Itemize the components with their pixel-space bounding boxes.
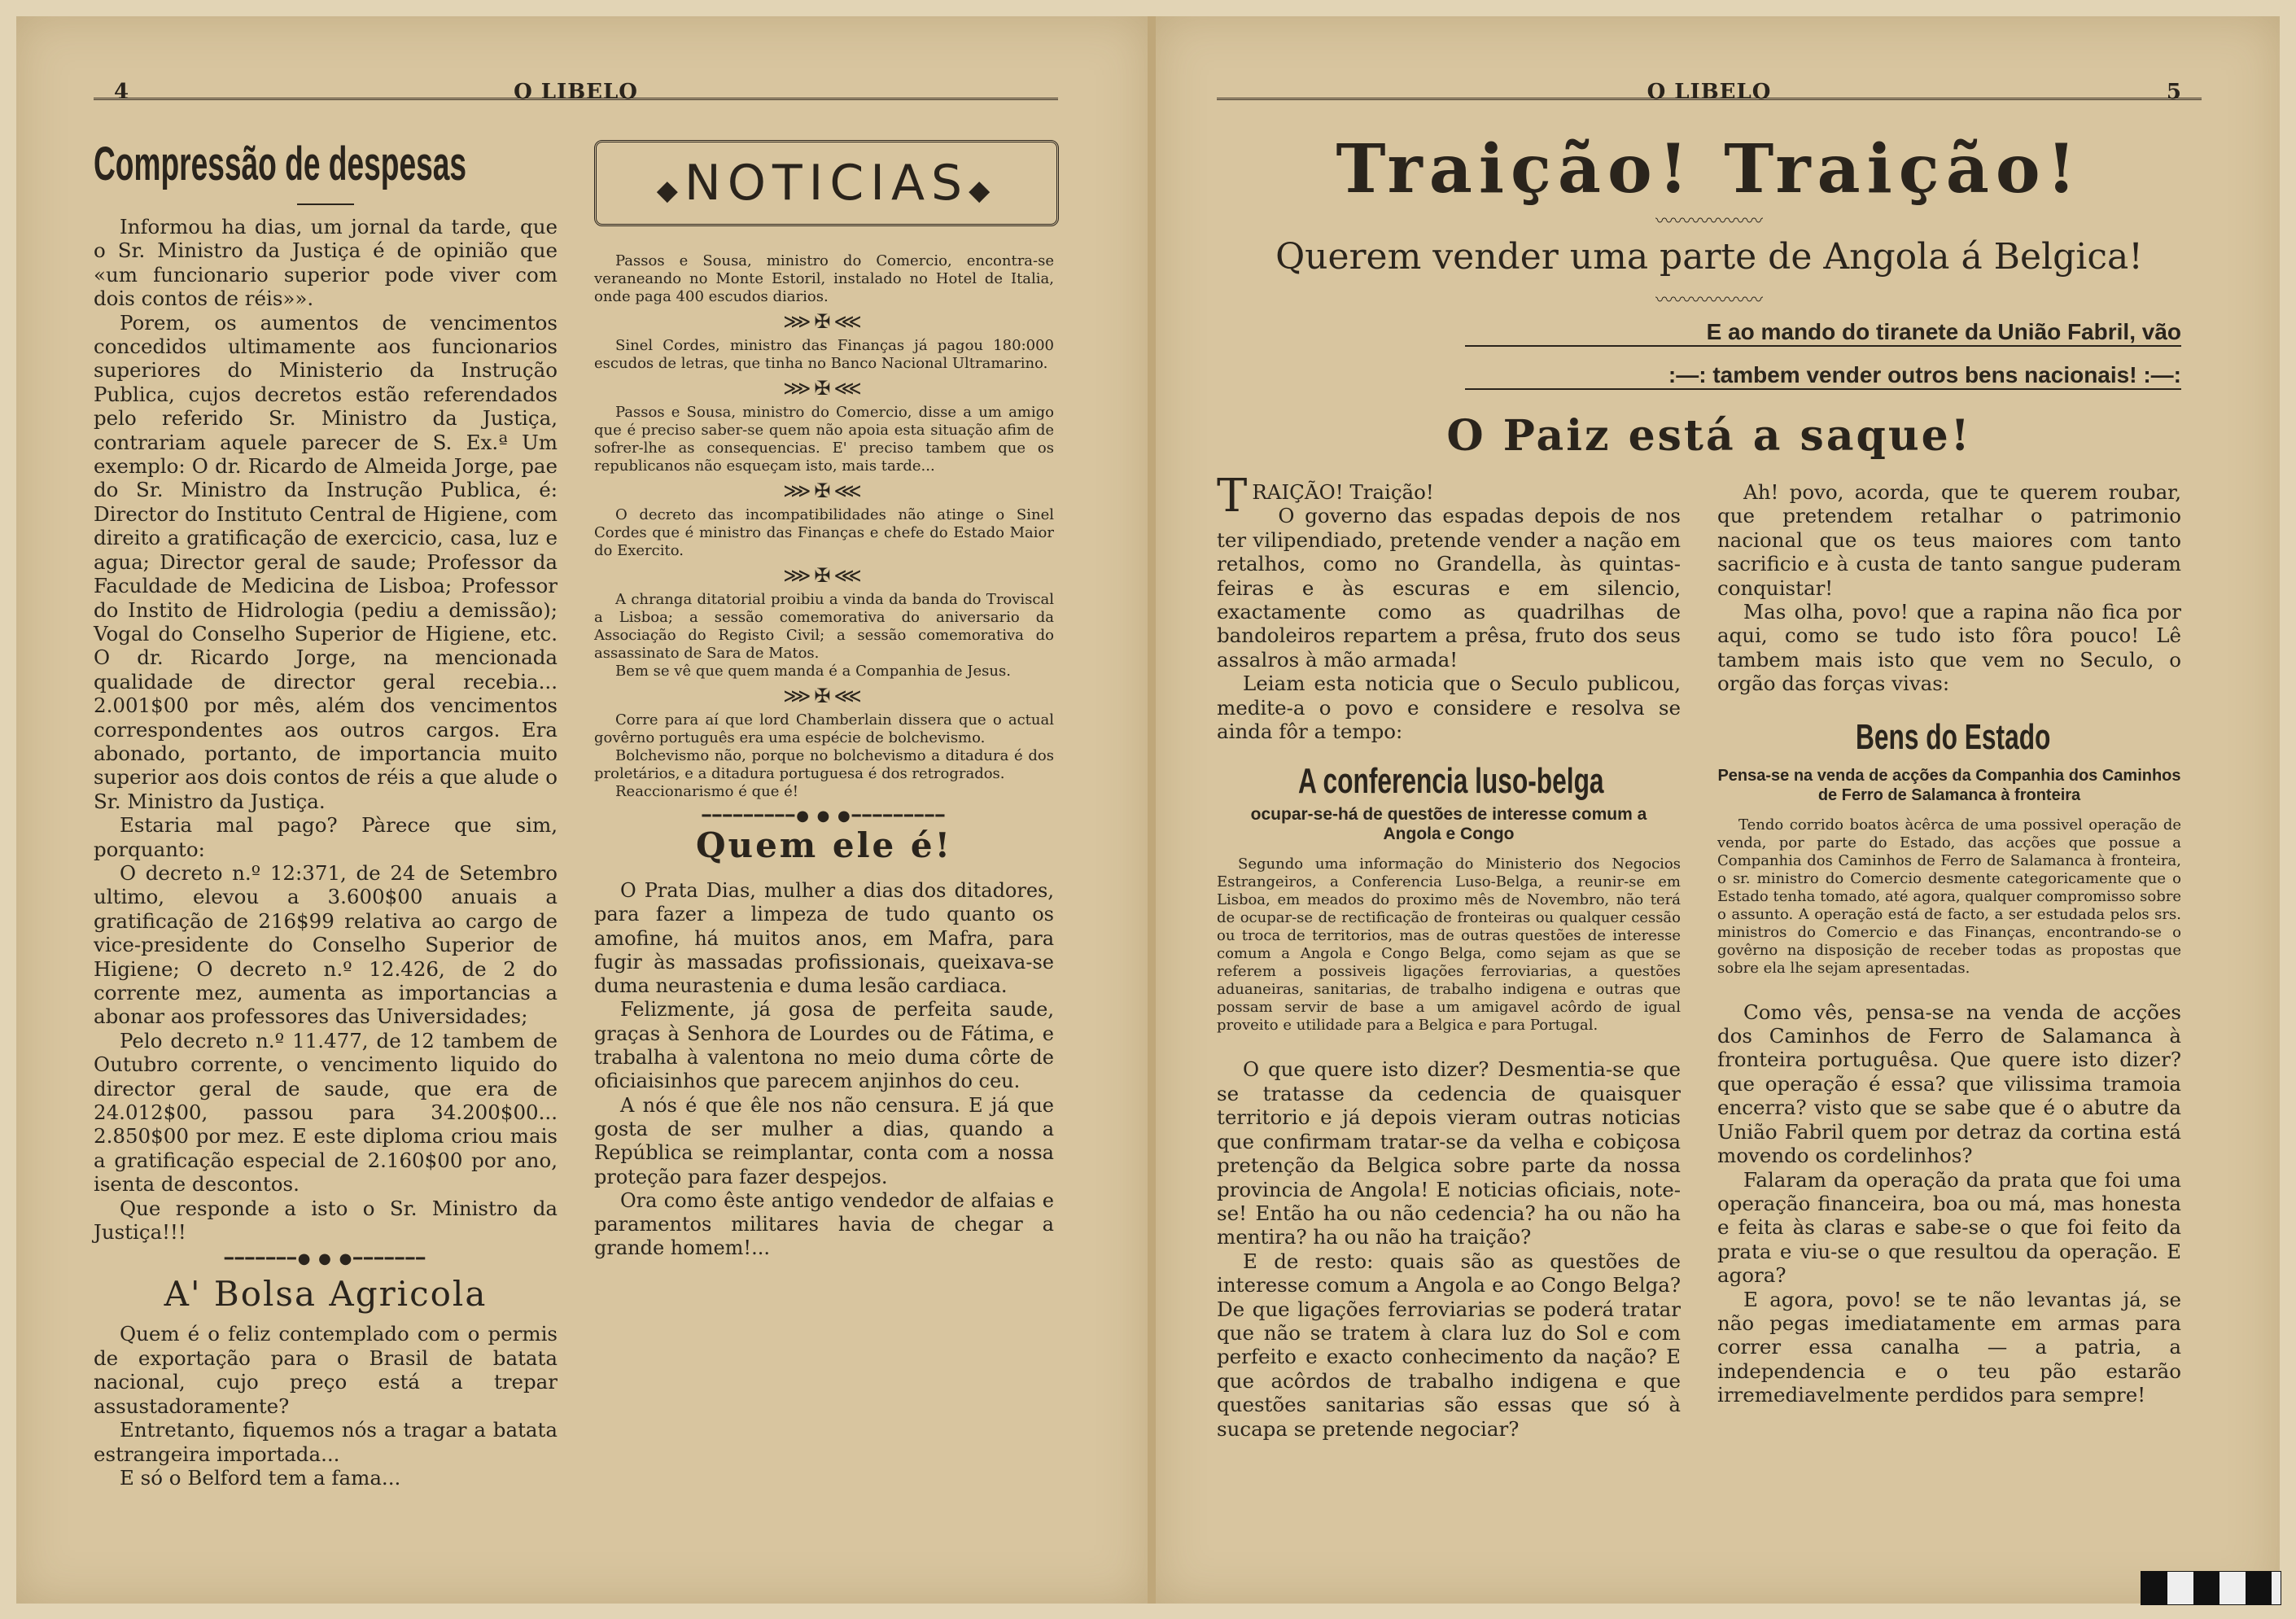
paragraph: E agora, povo! se te não levantas já, se não pegas imediatamente em armas para correr essa canalha — a patria, a independencia e o teu pão estarão irremediavelmente perdidos para sempre! <box>1717 1287 2181 1407</box>
quem-title: Quem ele é! <box>695 825 953 865</box>
quoted-news: Segundo uma informação do Ministerio dos Negocios Estrangeiros, a Conferencia Luso-Belga, a reunir-se em Lisboa, em meados do proximo mês de Novembro, não terá de ocupar-se de rectificação de fronteiras ou qualquer cessão ou troca de territorios, mas de outras questões de interesse comum a Angola e Congo Belga, como sejam as que se referem a possiveis ligações ferroviarias, a questões aduaneiras, sanitarias, de trabalho indigena e outras que possam servir de base a um amigavel acôrdo de igual proveito e utilidade para a Belgica e para Portugal. <box>1217 855 1681 1035</box>
paragraph: Informou ha dias, um jornal da tarde, que o Sr. Ministro da Justiça é de opinião que «um funcionario superior pode viver com dois contos de réis»». <box>94 215 558 311</box>
wavy-rule: 〰〰〰〰〰〰 <box>1655 212 1763 232</box>
ornament-separator-icon: ⋙✠⋘ <box>783 377 865 400</box>
paragraph: Que responde a isto o Sr. Ministro da Justiça!!! <box>94 1196 558 1245</box>
paragraph: Pelo decreto n.º 11.477, de 12 tambem de Outubro corrente, o vencimento liquido do director geral de saude, que era de 24.012$00, passou para 34.200$00... 2.850$00 por mez. E este diploma criou mais a gratificação especial de 2.160$00 por ano, isenta de descontos. <box>94 1028 558 1197</box>
main-headline: Traição! Traição! <box>1336 130 2083 208</box>
title-rule <box>297 203 354 205</box>
quoted-news: Tendo corrido boatos àcêrca de uma possivel operação de venda, por parte do Estado, das acções que possue a Companhia dos Caminhos de Ferro de Salamanca à fronteira, o sr. ministro do Comercio desmente categoricamente que o Estado tenha tomado, até agora, qualquer compromisso sobre o assunto. A operação está de facto, a ser estudada pelos srs. ministros do Comercio e das Finanças, encontrando-se o govêrno na disposição de receber todas as propostas que sobre ela lhe sejam apresentadas. <box>1717 816 2181 977</box>
left-page-number: 4 <box>114 80 129 104</box>
ornament-icon: ◆ <box>656 174 684 207</box>
right-page-number: 5 <box>2166 80 2181 104</box>
compressao-column <box>94 137 558 1490</box>
first-line: RAIÇÃO! Traição! <box>1252 480 1434 504</box>
wavy-rule: 〰〰〰〰〰〰 <box>1655 291 1763 311</box>
ornament-separator-icon: ⋙✠⋘ <box>783 479 865 502</box>
paragraph: O decreto n.º 12:371, de 24 de Setembro ultimo, elevou a 3.600$00 anuais a gratificação de 216$99 relativa ao cargo de vice-presidente do Conselho Superior de Higiene; O decreto n.º 12.426, de 2 do corrente mez, aumenta as importancias a abonar aos professores das Universidades; <box>94 860 558 1029</box>
ornament-separator-icon: ⋙✠⋘ <box>783 564 865 587</box>
strap-line-2: :—: tambem vender outros bens nacionais! :—: <box>1465 362 2181 390</box>
paragraph: O Prata Dias, mulher a dias dos ditadores, para fazer a limpeza de tudo quanto os amofine, há muitos anos, em Mafra, para fugir às massadas profissionais, queixava-se duma neurastenia e duma lesão cardiaca. <box>594 879 1054 998</box>
scale-ruler <box>2141 1571 2281 1605</box>
noticias-column <box>594 252 1054 1261</box>
paragraph: Quem é o feliz contemplado com o permis de exportação para o Brasil de batata nacional, cujo preço está a trepar assustadoramente? <box>94 1322 558 1418</box>
paragraph: Mas olha, povo! que a rapina não fica por aqui, como se tudo isto fôra pouco! Lê tambem mais isto que vem no Seculo, o orgão das forças vivas: <box>1717 600 2181 696</box>
paragraph: Leiam esta noticia que o Seculo publicou, medite-a o povo e considere e resolva se ainda fôr a tempo: <box>1217 672 1681 744</box>
ornament-icon: ◆ <box>969 174 997 207</box>
paragraph: E só o Belford tem a fama... <box>120 1465 401 1490</box>
bens-subtitle: Pensa-se na venda de acções da Companhia dos Caminhos de Ferro de Salamanca à fronteira <box>1717 766 2181 804</box>
paragraph: Ah! povo, acorda, que te querem roubar, que pretendem retalhar o patrimonio nacional que os teus maiores com tanto sacrificio e à custa de tanto sangue puderam conquistar! <box>1717 480 2181 600</box>
section-divider: ━━━━━━━━━● ● ●━━━━━━━━━ <box>702 807 947 825</box>
noticias-title-box <box>594 140 1059 226</box>
page-gutter <box>1148 16 1156 1604</box>
right-header-title: O LIBELO <box>1647 80 1772 104</box>
paragraph: O que quere isto dizer? Desmentia-se que se tratasse da cedencia de quaisquer territorio e já depois vieram outras noticias que confirmam tratar-se da velha e cobiçosa pretenção da Belgica sobre parte da nossa provincia de Angola! E noticias oficiais, note-se! Então ha ou não cedencia? ha ou não ha mentira? ha ou não ha traição? <box>1217 1057 1681 1249</box>
paragraph: Ora como êste antigo vendedor de alfaias e paramentos militares havia de chegar a grande homem!... <box>594 1188 1054 1260</box>
section-divider: ━━━━━━━● ● ●━━━━━━━ <box>224 1250 427 1268</box>
news-item: Corre para aí que lord Chamberlain dissera que o actual govêrno português era uma espécie de bolchevismo. <box>594 711 1054 746</box>
paragraph: A nós é que êle nos não censura. E já que gosta de ser mulher a dias, quando a República se reimplantar, conta com a nossa proteção para fazer despejos. <box>594 1093 1054 1188</box>
news-item: Sinel Cordes, ministro das Finanças já pagou 180:000 escudos de letras, que tinha no Banco Nacional Ultramarino. <box>594 337 1054 372</box>
paragraph: Falaram da operação da prata que foi uma operação financeira, boa ou má, mas honesta e feita às claras e sabe-se o que foi feito da prata e viu-se o que resultou da operação. E agora? <box>1717 1167 2181 1288</box>
noticias-title: NOTICIAS <box>684 155 969 212</box>
traicao-column <box>1217 470 1681 1441</box>
conferencia-title: A conferencia luso-belga <box>1298 761 1604 802</box>
news-item: O decreto das incompatibilidades não atinge o Sinel Cordes que é ministro das Finanças e chefe do Estado Maior do Exercito. <box>594 506 1054 559</box>
left-running-head <box>94 65 1058 104</box>
paragraph: E de resto: quais são as questões de interesse comum a Angola e ao Congo Belga? De que ligações ferroviarias se poderá tratar que não se tratem à clara luz do Sol e com perfeito e exacto conhecimento da nação? E que acôrdos de trabalho indigena e que questões sanitarias são essas que só à sucapa se pretende negociar? <box>1217 1249 1681 1441</box>
news-item: Bem se vê que quem manda é a Companhia de Jesus. <box>615 663 1011 680</box>
right-running-head <box>1217 65 2202 104</box>
news-item: A chranga ditatorial proibiu a vinda da banda do Troviscal a Lisboa; a sessão comemorativa do aniversario da Associação do Registo Civil; a sessão comemorativa do assassinato de Sara de Matos. <box>594 591 1054 662</box>
ornament-separator-icon: ⋙✠⋘ <box>783 310 865 333</box>
news-item: Passos e Sousa, ministro do Comercio, encontra-se veraneando no Monte Estoril, instalado no Hotel de Italia, onde paga 400 escudos diarios. <box>594 252 1054 305</box>
left-header-title: O LIBELO <box>514 80 638 104</box>
paragraph: Entretanto, fiquemos nós a tragar a batata estrangeira importada... <box>94 1418 558 1466</box>
paragraph: Estaria mal pago? Pàrece que sim, porquanto: <box>94 813 558 861</box>
bens-title: Bens do Estado <box>1856 716 2051 757</box>
news-item: Passos e Sousa, ministro do Comercio, disse a um amigo que é preciso saber-se quem não apoia esta situação afim de sofrer-lhe as consequencias. E' preciso tambem que os republicanos não esqueçam isto, mais tarde... <box>594 404 1054 475</box>
news-item: Reaccionarismo é que é! <box>615 783 798 800</box>
paragraph: O governo das espadas depois de nos ter vilipendiado, pretende vender a nação em retalhos, como no Grandella, às quintas-feiras e às escuras e em silencio, exactamente como as quadrilhas de bandoleiros repartem a prêsa, fruto dos seus assalros à mão armada! <box>1217 504 1681 672</box>
bens-column <box>1717 480 2181 1407</box>
paiz-title: O Paiz está a saque! <box>1446 411 1972 461</box>
paragraph: Porem, os aumentos de vencimentos concedidos ultimamente aos funcionarios superiores do Ministerio da Instrução Publica, cujos decretos estão referendados pelo referido Sr. Ministro da Justiça, contrariam aquele parecer de S. Ex.ª Um exemplo: O dr. Ricardo de Almeida Jorge, pae do Sr. Ministro da Instrução Publica, é: Director do Instituto Central de Higiene, com direito a gratificação de exercicio, casa, luz e agua; Director geral de saude; Professor da Faculdade de Medicina de Lisboa; Professor do Instito de Hidrologia (pediu a demissão); Vogal do Conselho Superior de Higiene, etc. O dr. Ricardo Jorge, na mencionada qualidade de director geral recebia... 2.001$00 por mês, além dos vencimentos correspondentes aos outros cargos. Era abonado, portanto, de importancia muito superior aos dois contos de réis a que alude o Sr. Ministro da Justiça. <box>94 310 558 813</box>
news-item: Bolchevismo não, porque no bolchevismo a ditadura é dos proletários, e a ditadura portuguesa é dos retrogrados. <box>594 747 1054 782</box>
bolsa-title: A' Bolsa Agricola <box>164 1274 488 1315</box>
conferencia-subtitle: ocupar-se-há de questões de interesse comum a Angola e Congo <box>1250 805 1647 844</box>
subheadline: Querem vender uma parte de Angola á Belgica! <box>1275 236 2143 278</box>
paragraph: Como vês, pensa-se na venda de acções dos Caminhos de Ferro de Salamanca à fronteira portuguêsa. Que quere isto dizer? que operação é essa? que vilissima tramoia encerra? visto que se sabe que é o abutre da União Fabril quem por detraz da cortina está movendo os cordelinhos? <box>1717 1000 2181 1168</box>
compressao-title: Compressão de despesas <box>94 138 467 190</box>
paragraph: Felizmente, já gosa de perfeita saude, graças à Senhora de Lourdes ou de Fátima, e trabalha à valentona no meio duma côrte de oficiaisinhos que parecem anjinhos do ceu. <box>594 998 1054 1093</box>
strap-line-1: E ao mando do tiranete da União Fabril, vão <box>1465 319 2181 347</box>
drop-cap: T <box>1217 470 1248 523</box>
ornament-separator-icon: ⋙✠⋘ <box>783 685 865 707</box>
